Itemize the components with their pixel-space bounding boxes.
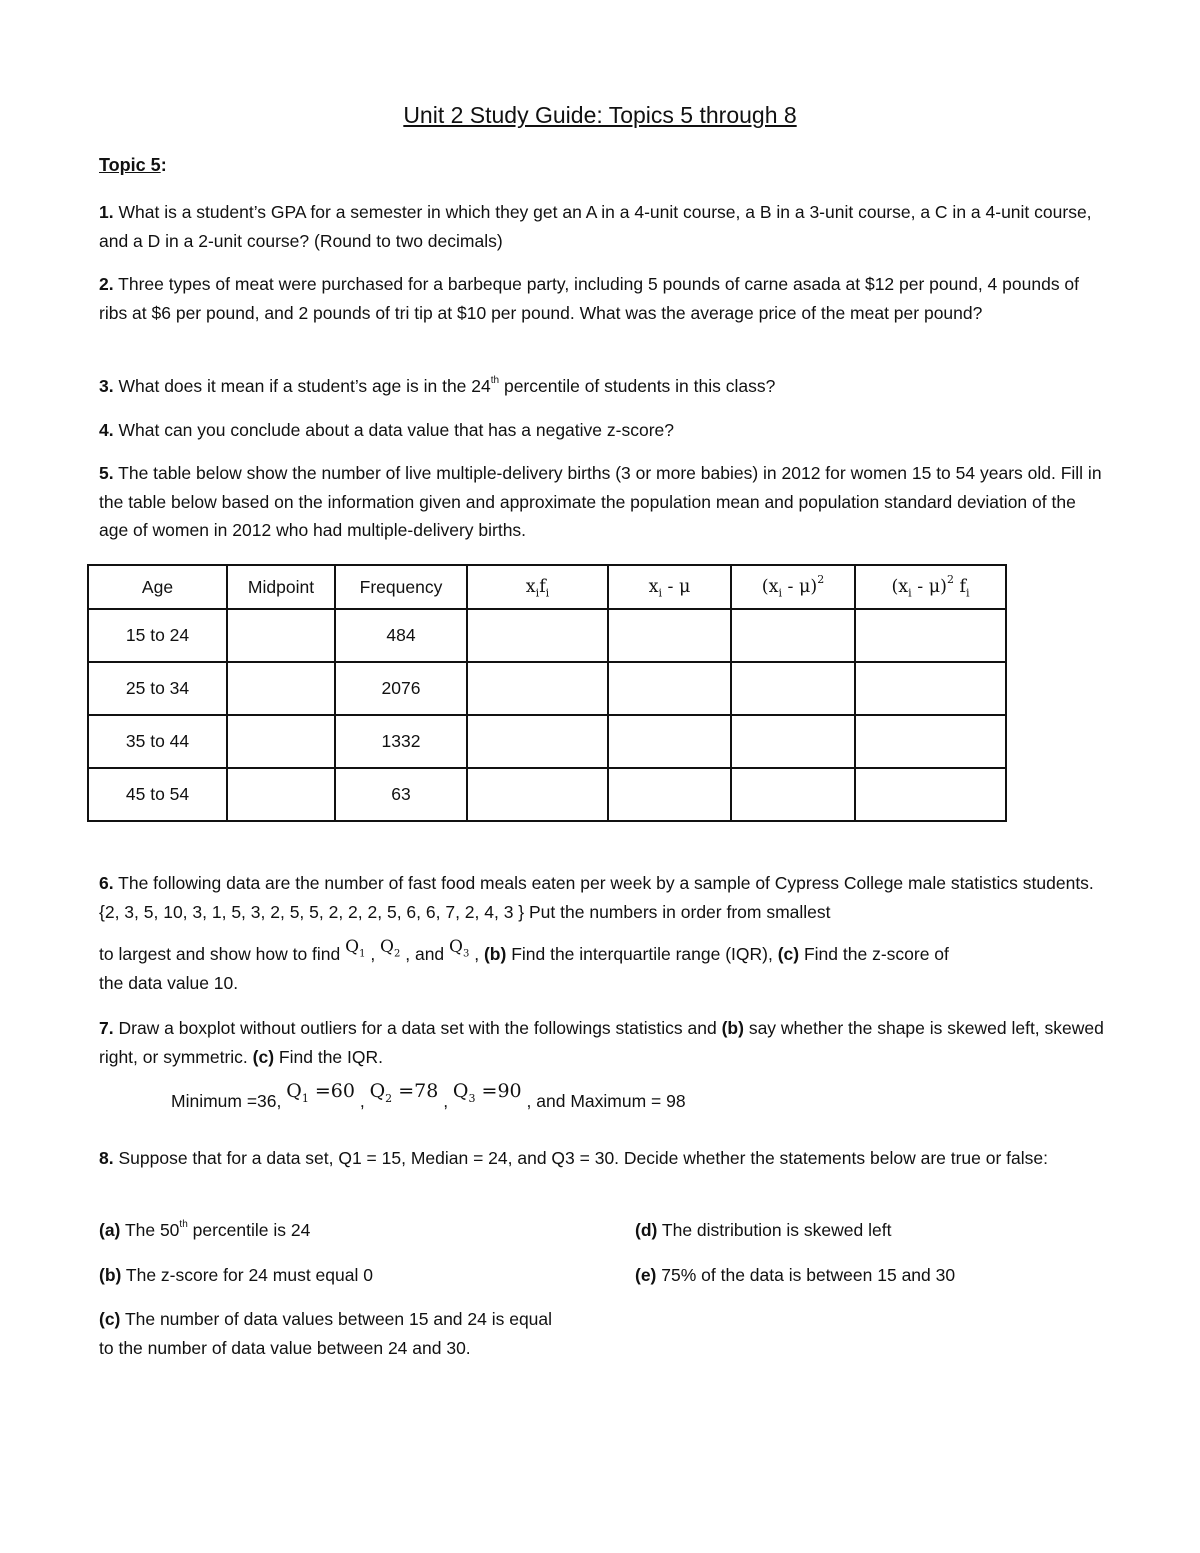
q2-symbol: $Q_2$: [380, 937, 401, 960]
header-weighted-sq-deviation: $(x_i - \mu)^2$ $f_i$: [855, 565, 1006, 609]
question-text-cont: say whether the shape is skewed left, skewed right, or symmetric.: [99, 1018, 1104, 1067]
topic-colon: :: [160, 155, 167, 175]
cell-frequency: 63: [335, 768, 467, 821]
maximum-text: , and Maximum = 98: [526, 1091, 686, 1111]
table-row: [88, 609, 1006, 662]
question-text: Three types of meat were purchased for a barbeque party, including 5 pounds of carne asada at $12 per pound, 4 pounds of ribs at $6 per pound, and 2 pounds of tri tip at $10 per pound. What was the average price of the meat per pound?: [99, 274, 1080, 323]
cell-age: 15 to 24: [88, 609, 227, 662]
part-b-label: (b): [721, 1018, 744, 1038]
statement-e: [635, 1261, 1105, 1290]
q1-number: =60: [314, 1080, 355, 1102]
statement-label: (a): [99, 1220, 121, 1240]
minimum-text: Minimum =36,: [171, 1091, 282, 1111]
statement-text: 75% of the data is between 15 and 30: [661, 1265, 956, 1285]
cell-frequency: 484: [335, 609, 467, 662]
question-number: 8.: [99, 1148, 114, 1168]
question-4: [99, 416, 1109, 445]
boxplot-statistics: Minimum =36, $Q_1 =60$ , $Q_2 =78$ , $Q_3 =90$ , and Maximum = 98: [171, 1080, 686, 1111]
question-number: 7.: [99, 1018, 114, 1038]
part-c-text: Find the z-score of: [803, 944, 949, 964]
cell-frequency: 1332: [335, 715, 467, 768]
statement-a: [99, 1216, 579, 1245]
cell-xf[interactable]: [467, 768, 608, 821]
part-b-label: (b): [483, 944, 507, 964]
question-number: 2.: [99, 274, 114, 294]
statement-label: (e): [635, 1265, 657, 1285]
question-number: 3.: [99, 376, 114, 396]
cell-xf[interactable]: [467, 609, 608, 662]
cell-deviation[interactable]: [608, 662, 731, 715]
topic-label: Topic 5: [99, 155, 161, 175]
header-xf: $x_if_i$: [467, 565, 608, 609]
cell-weighted-sq-deviation[interactable]: [855, 609, 1006, 662]
question-2: [99, 270, 1109, 327]
ordinal-suffix: th: [490, 375, 500, 387]
statement-d: [635, 1216, 1105, 1245]
q3-value: $Q_3 =90$: [452, 1080, 522, 1105]
q1-symbol: $Q_1$: [345, 937, 366, 960]
statement-text: The number of data values between 15 and 24 is equal to the number of data value between 24 and 30.: [99, 1309, 553, 1358]
question-text: What can you conclude about a data value that has a negative z-score?: [118, 420, 674, 440]
cell-deviation[interactable]: [608, 609, 731, 662]
question-text: to largest and show how to find: [99, 944, 341, 964]
statement-c: [99, 1305, 559, 1362]
part-c-label: (c): [777, 944, 800, 964]
question-8: [99, 1144, 1109, 1173]
part-b-text: Find the interquartile range (IQR),: [511, 944, 773, 964]
question-1: [99, 198, 1109, 255]
question-3: [99, 372, 1109, 401]
cell-sq-deviation[interactable]: [731, 715, 855, 768]
cell-weighted-sq-deviation[interactable]: [855, 715, 1006, 768]
question-5: [99, 459, 1109, 545]
cell-sq-deviation[interactable]: [731, 609, 855, 662]
cell-weighted-sq-deviation[interactable]: [855, 768, 1006, 821]
statement-b: [99, 1261, 579, 1290]
question-7: [99, 1014, 1109, 1071]
question-text-cont: percentile of students in this class?: [499, 376, 776, 396]
question-text: Suppose that for a data set, Q1 = 15, Median = 24, and Q3 = 30. Decide whether the statements below are true or false:: [118, 1148, 1049, 1168]
table-header-row: [88, 565, 1006, 609]
question-6: [99, 869, 1109, 926]
header-sq-deviation: $(x_i - \mu)^2$: [731, 565, 855, 609]
question-text: Draw a boxplot without outliers for a data set with the followings statistics and: [118, 1018, 717, 1038]
cell-weighted-sq-deviation[interactable]: [855, 662, 1006, 715]
cell-sq-deviation[interactable]: [731, 662, 855, 715]
table-row: [88, 715, 1006, 768]
cell-midpoint[interactable]: [227, 715, 335, 768]
topic-heading: [99, 155, 167, 176]
q2-value: $Q_2 =78$: [369, 1080, 439, 1105]
page-title: Unit 2 Study Guide: Topics 5 through 8: [403, 102, 797, 128]
header-age: Age: [88, 565, 227, 609]
question-number: 4.: [99, 420, 114, 440]
question-text: The table below show the number of live multiple-delivery births (3 or more babies) in 2012 for women 15 to 54 years old. Fill in the table below based on the information given and approximate the population mean and population standard deviation of the age of women in 2012 who had multiple-delivery births.: [99, 463, 1102, 540]
statement-label: (b): [99, 1265, 122, 1285]
cell-deviation[interactable]: [608, 715, 731, 768]
cell-midpoint[interactable]: [227, 662, 335, 715]
cell-midpoint[interactable]: [227, 609, 335, 662]
q3-number: =90: [481, 1080, 522, 1102]
question-6-line-2: to largest and show how to find $Q_1$ , $Q_2$ , and $Q_3$ , (b) Find the interquartile range (IQR), (c) Find the z-score of: [99, 937, 949, 964]
cell-deviation[interactable]: [608, 768, 731, 821]
cell-midpoint[interactable]: [227, 768, 335, 821]
question-text-end: Find the IQR.: [278, 1046, 383, 1067]
cell-sq-deviation[interactable]: [731, 768, 855, 821]
cell-frequency: 2076: [335, 662, 467, 715]
statement-label: (d): [635, 1220, 658, 1240]
statement-text: The z-score for 24 must equal 0: [125, 1265, 373, 1285]
cell-age: 35 to 44: [88, 715, 227, 768]
question-number: 1.: [99, 202, 114, 222]
part-c-label: (c): [252, 1046, 275, 1067]
cell-age: 45 to 54: [88, 768, 227, 821]
frequency-table: [87, 564, 1007, 822]
cell-age: 25 to 34: [88, 662, 227, 715]
q3-symbol: $Q_3$: [449, 937, 470, 960]
question-text: the data value 10.: [99, 973, 239, 993]
question-text: The following data are the number of fast food meals eaten per week by a sample of Cypress College male statistics students. {2, 3, 5, 10, 3, 1, 5, 3, 2, 5, 5, 2, 2, 2, 5, 6, 6, 7, 2, 4, 3 } Put the numbers in order from smallest: [99, 873, 1094, 922]
statement-text-cont: percentile is 24: [187, 1220, 311, 1240]
statement-label: (c): [99, 1309, 121, 1329]
ordinal-suffix: th: [179, 1219, 188, 1231]
table-row: [88, 768, 1006, 821]
header-frequency: Frequency: [335, 565, 467, 609]
header-midpoint: Midpoint: [227, 565, 335, 609]
cell-xf[interactable]: [467, 715, 608, 768]
question-number: 6.: [99, 873, 114, 893]
header-deviation: $x_i$ - μ: [608, 565, 731, 609]
table-row: [88, 662, 1006, 715]
cell-xf[interactable]: [467, 662, 608, 715]
question-text: What is a student’s GPA for a semester in which they get an A in a 4-unit course, a B in a 3-unit course, a C in a 4-unit course, and a D in a 2-unit course? (Round to two decimals): [99, 202, 1092, 251]
question-text: What does it mean if a student’s age is in the 24: [118, 376, 491, 396]
and-text: , and: [405, 944, 445, 964]
statement-text: The distribution is skewed left: [661, 1220, 892, 1240]
q1-value: $Q_1 =60$: [286, 1080, 355, 1105]
q2-number: =78: [398, 1080, 439, 1102]
statement-text: The 50: [124, 1220, 180, 1240]
question-number: 5.: [99, 463, 114, 483]
question-6-line-3: [99, 969, 1109, 998]
